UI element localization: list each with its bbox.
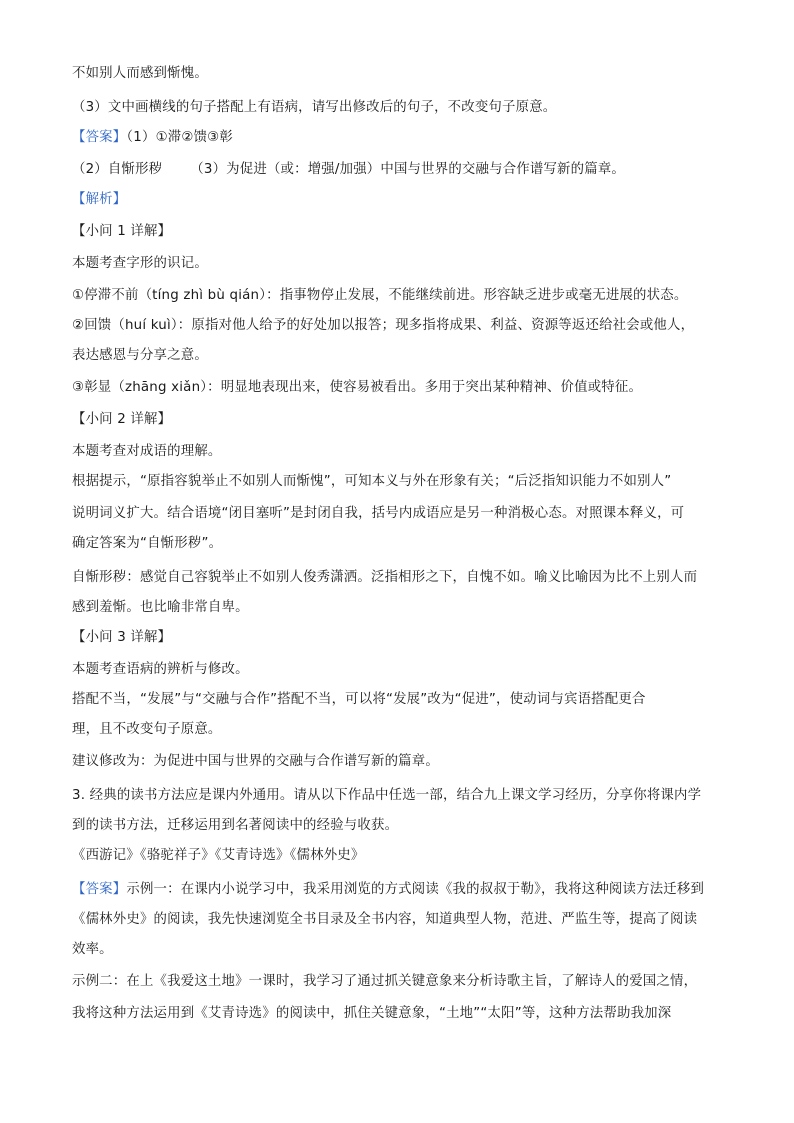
question-3: 3. 经典的读书方法应是课内外通用。请从以下作品中任选一部，结合九上课文学习经历，分享你将课内学 <box>72 788 702 803</box>
book-list: 《西游记》《骆驼祥子》《艾青诗选》《儒林外史》 <box>72 848 365 863</box>
answer-line <box>72 880 732 900</box>
text-line: 理，且不改变句子原意。 <box>72 722 222 737</box>
sub-question-3-heading: 【小问 3 详解】 <box>72 630 172 645</box>
sub-question-1-heading: 【小问 1 详解】 <box>72 224 172 239</box>
text-line: 建议修改为：为促进中国与世界的交融与合作谱写新的篇章。 <box>72 754 439 769</box>
answer-2: （2）自惭形秽 <box>72 162 163 177</box>
text-line: 到的读书方法，迁移运用到名著阅读中的经验与收获。 <box>72 818 399 833</box>
text-line: 效率。 <box>72 942 113 957</box>
question-3-3: （3）文中画横线的句子搭配上有语病，请写出修改后的句子，不改变句子原意。 <box>72 100 557 115</box>
text-line: ③彰显（zhāng xiǎn）：明显地表现出来，使容易被看出。多用于突出某种精神、价值或特征。 <box>72 380 643 395</box>
answer-text: 示例一：在课内小说学习中，我采用浏览的方式阅读《我的叔叔于勒》，我将这种阅读方法迁移到 <box>126 882 705 897</box>
text-line: 感到羞惭。也比喻非常自卑。 <box>72 600 249 615</box>
text-line: 《儒林外史》的阅读，我先快速浏览全书目录及全书内容，知道典型人物，范进、严监生等，提高了阅读 <box>72 912 698 927</box>
sub-question-2-heading: 【小问 2 详解】 <box>72 412 172 427</box>
text-line: 本题考查字形的识记。 <box>72 256 208 271</box>
text-line: 表达感恩与分享之意。 <box>72 348 208 363</box>
analysis-heading <box>72 190 732 210</box>
text-line: 根据提示，“原指容貌举止不如别人而惭愧”，可知本义与外在形象有关；“后泛指知识能力不如别人” <box>72 474 672 489</box>
text-line: ①停滞不前（tíng zhì bù qián）：指事物停止发展，不能继续前进。形容缺乏进步或毫无进展的状态。 <box>72 288 688 303</box>
text-line: 本题考查对成语的理解。 <box>72 444 222 459</box>
answer-line <box>72 160 732 180</box>
answer-line <box>72 128 732 148</box>
text-line: 本题考查语病的辨析与修改。 <box>72 662 249 677</box>
text-line: 我将这种方法运用到《艾青诗选》的阅读中，抓住关键意象，“土地”“太阳”等，这种方法帮助我加深 <box>72 1006 672 1021</box>
text-line: 自惭形秽：感觉自己容貌举止不如别人俊秀潇洒。泛指相形之下，自愧不如。喻义比喻因为比不上别人而 <box>72 570 698 585</box>
text-line: 确定答案为“自惭形秽”。 <box>72 536 223 551</box>
answer-text: （1）①滞②馈③彰 <box>126 130 233 145</box>
text-line: 搭配不当，“发展”与“交融与合作”搭配不当，可以将“发展”改为“促进”，使动词与宾语搭配更合 <box>72 692 646 707</box>
text-line: 示例二：在上《我爱这土地》一课时，我学习了通过抓关键意象来分析诗歌主旨，了解诗人的爱国之情， <box>72 974 698 989</box>
text-line: 不如别人而感到惭愧。 <box>72 66 208 81</box>
answer-tag: 【答案】 <box>72 882 127 897</box>
text-line: ②回馈（huí kuì）：原指对他人给予的好处加以报答；现多指将成果、利益、资源等返还给社会或他人， <box>72 318 695 333</box>
answer-3: （3）为促进（或：增强/加强）中国与世界的交融与合作谱写新的篇章。 <box>190 162 626 177</box>
answer-tag: 【答案】 <box>72 130 127 145</box>
text-line: 说明词义扩大。结合语境“闭目塞听”是封闭自我，括号内成语应是另一种消极心态。对照课本释义，可 <box>72 506 685 521</box>
analysis-tag: 【解析】 <box>72 192 127 207</box>
